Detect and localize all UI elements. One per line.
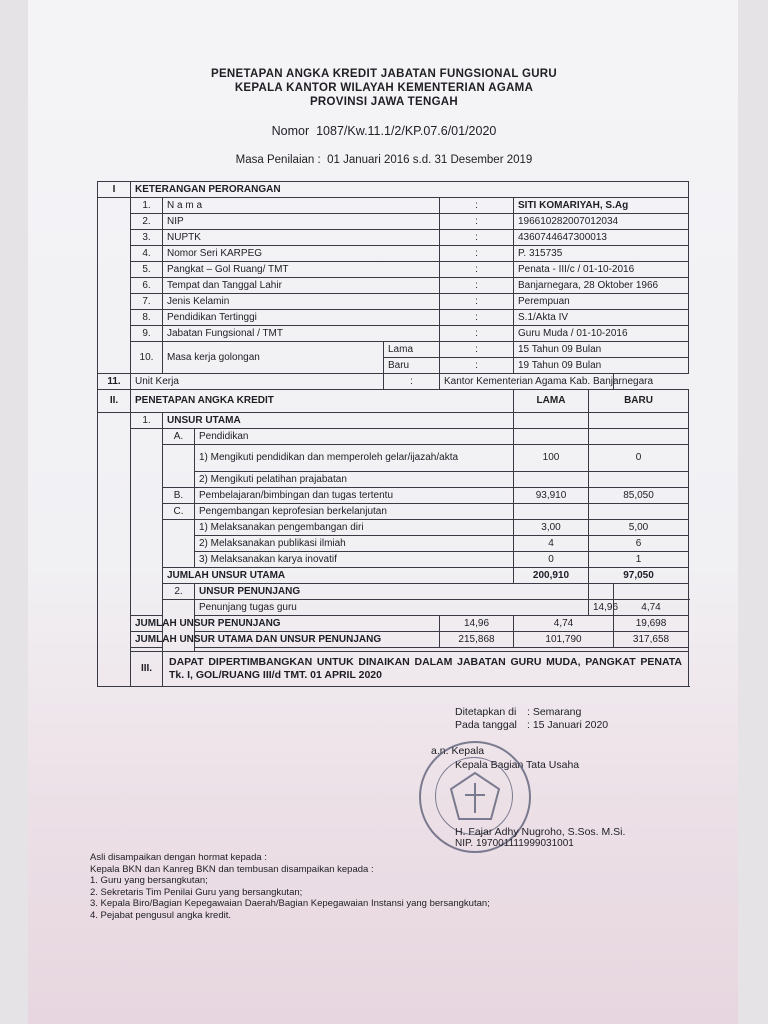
item-label: 2) Melaksanakan publikasi ilmiah bbox=[195, 536, 514, 552]
info-label: NUPTK bbox=[163, 230, 440, 246]
kepala-label: Kepala bbox=[451, 745, 485, 757]
info-no: 11. bbox=[98, 374, 131, 390]
info-value: Guru Muda / 01-10-2016 bbox=[514, 326, 689, 342]
pengembangan-row bbox=[98, 504, 689, 520]
masa-baru-label: Baru bbox=[384, 358, 440, 374]
conclusion-text: DAPAT DIPERTIMBANGKAN UNTUK DINAIKAN DALAM JABATAN GURU MUDA, PANGKAT PENATA Tk. I, GOL/RUANG III/d TMT. 01 APRIL 2020 bbox=[163, 652, 689, 687]
signer-nip: NIP. 197001111999031001 bbox=[455, 838, 574, 849]
pengembangan-1-row bbox=[98, 520, 689, 536]
masa-lama-value: 15 Tahun 09 Bulan bbox=[514, 342, 689, 358]
masa-value: 01 Januari 2016 s.d. 31 Desember 2019 bbox=[327, 154, 533, 166]
info-label: Tempat dan Tanggal Lahir bbox=[163, 278, 440, 294]
info-no: 5. bbox=[131, 262, 163, 278]
value-baru: 85,050 bbox=[589, 488, 689, 504]
info-label: Pangkat – Gol Ruang/ TMT bbox=[163, 262, 440, 278]
value-lama: 14,96 bbox=[440, 616, 514, 632]
unsur-utama-spacer bbox=[131, 429, 163, 616]
ditetapkan-value: : Semarang bbox=[527, 706, 582, 718]
info-value: Kantor Kementerian Agama Kab. Banjarnegara bbox=[440, 374, 614, 390]
value-lama: 14,96 bbox=[589, 600, 614, 616]
info-no: 7. bbox=[131, 294, 163, 310]
item-label: Pendidikan bbox=[195, 429, 514, 445]
distribution-intro: Asli disampaikan dengan hormat kepada : bbox=[90, 852, 267, 863]
info-label: Nomor Seri KARPEG bbox=[163, 246, 440, 262]
info-colon: : bbox=[440, 278, 514, 294]
item-label: Pengembangan keprofesian berkelanjutan bbox=[195, 504, 514, 520]
info-no: 4. bbox=[131, 246, 163, 262]
info-label: NIP bbox=[163, 214, 440, 230]
info-label: Jenis Kelamin bbox=[163, 294, 440, 310]
info-row-masa-kerja bbox=[98, 342, 689, 358]
masa-label: Masa Penilaian : bbox=[235, 154, 321, 166]
unsur-utama-title: UNSUR UTAMA bbox=[163, 413, 514, 429]
info-colon: : bbox=[440, 246, 514, 262]
unsur-penunjang-row bbox=[98, 584, 689, 600]
section2-spacer bbox=[98, 413, 131, 687]
info-value: 196610282007012034 bbox=[514, 214, 689, 230]
doc-title-line3: PROVINSI JAWA TENGAH bbox=[309, 96, 459, 108]
item-label: 2) Mengikuti pelatihan prajabatan bbox=[195, 472, 514, 488]
info-label: Jabatan Fungsional / TMT bbox=[163, 326, 440, 342]
info-no: 3. bbox=[131, 230, 163, 246]
distribution-intro-cc: Kepala BKN dan Kanreg BKN dan tembusan disampaikan kepada : bbox=[90, 863, 374, 875]
stamp-emblem-icon bbox=[445, 769, 505, 825]
col-baru-header: BARU bbox=[589, 390, 689, 413]
info-row bbox=[98, 246, 689, 262]
info-value: Banjarnegara, 28 Oktober 1966 bbox=[514, 278, 689, 294]
info-colon: : bbox=[384, 374, 440, 390]
section2-header-row bbox=[98, 390, 689, 413]
value-lama: 4 bbox=[514, 536, 589, 552]
info-no: 1. bbox=[131, 198, 163, 214]
info-no: 2. bbox=[131, 214, 163, 230]
info-row bbox=[98, 278, 689, 294]
info-value: S.1/Akta IV bbox=[514, 310, 689, 326]
value-baru: 5,00 bbox=[589, 520, 689, 536]
item-label: Penunjang tugas guru bbox=[195, 600, 589, 616]
total-label: JUMLAH UNSUR PENUNJANG bbox=[131, 616, 440, 632]
distribution-item: 1. Guru yang bersangkutan; bbox=[90, 875, 208, 886]
doc-title-line1: PENETAPAN ANGKA KREDIT JABATAN FUNGSIONAL GURU bbox=[210, 68, 558, 80]
info-no: 8. bbox=[131, 310, 163, 326]
nomor-label: Nomor bbox=[271, 124, 310, 138]
value-lama: 0 bbox=[514, 552, 589, 568]
info-colon: : bbox=[440, 214, 514, 230]
info-row bbox=[98, 326, 689, 342]
info-row bbox=[98, 262, 689, 278]
value-lama: 200,910 bbox=[514, 568, 589, 584]
info-row bbox=[98, 230, 689, 246]
signer-name: H. Fajar Adhy Nugroho, S.Sos. M.Si. bbox=[455, 826, 626, 838]
item-letter: A. bbox=[163, 429, 195, 445]
distribution-item: 3. Kepala Biro/Bagian Kepegawaian Daerah/Bagian Kepegawaian Instansi yang bersangkutan; bbox=[90, 898, 490, 909]
item-label: Pembelajaran/bimbingan dan tugas tertentu bbox=[195, 488, 514, 504]
info-value: Perempuan bbox=[514, 294, 689, 310]
info-row bbox=[98, 214, 689, 230]
masa-lama-label: Lama bbox=[384, 342, 440, 358]
unsur-utama-no: 1. bbox=[131, 413, 163, 429]
grand-total-label: JUMLAH UNSUR UTAMA DAN UNSUR PENUNJANG bbox=[131, 632, 440, 648]
unsur-penunjang-title: UNSUR PENUNJANG bbox=[195, 584, 589, 600]
info-value: Penata - III/c / 01-10-2016 bbox=[514, 262, 689, 278]
pendidikan-row bbox=[98, 429, 689, 445]
item-letter: B. bbox=[163, 488, 195, 504]
item-label: 3) Melaksanakan karya inovatif bbox=[195, 552, 514, 568]
value-jumlah: 19,698 bbox=[614, 616, 689, 632]
jumlah-utama-row bbox=[98, 568, 689, 584]
info-colon: : bbox=[440, 342, 514, 358]
tanggal-label: Pada tanggal bbox=[455, 719, 517, 731]
document-number bbox=[0, 124, 768, 138]
unsur-penunjang-no: 2. bbox=[163, 584, 195, 600]
value-jumlah: 317,658 bbox=[614, 632, 689, 648]
value-baru: 101,790 bbox=[514, 632, 614, 648]
info-colon: : bbox=[440, 262, 514, 278]
info-label: Unit Kerja bbox=[131, 374, 384, 390]
penunjang-tugas-row bbox=[98, 600, 689, 616]
section1-header-row bbox=[98, 182, 689, 198]
info-label: Masa kerja golongan bbox=[163, 342, 384, 374]
section2-num: II. bbox=[98, 390, 131, 413]
value-lama: 3,00 bbox=[514, 520, 589, 536]
jumlah-penunjang-row bbox=[98, 616, 689, 632]
info-label: N a m a bbox=[163, 198, 440, 214]
info-colon: : bbox=[440, 294, 514, 310]
info-colon: : bbox=[440, 326, 514, 342]
bagian-title: Kepala Bagian Tata Usaha bbox=[455, 759, 580, 771]
ditetapkan-line bbox=[455, 706, 581, 718]
value-baru: 4,74 bbox=[514, 616, 614, 632]
info-colon: : bbox=[440, 310, 514, 326]
tanggal-line bbox=[455, 719, 608, 731]
jumlah-total-row bbox=[98, 632, 689, 648]
item-label: 1) Mengikuti pendidikan dan memperoleh gelar/ijazah/akta bbox=[195, 445, 514, 472]
an-label: a.n. bbox=[431, 745, 449, 757]
value-lama: 100 bbox=[514, 445, 589, 472]
value-baru: 1 bbox=[589, 552, 689, 568]
tanggal-value: : 15 Januari 2020 bbox=[527, 719, 609, 731]
total-label: JUMLAH UNSUR UTAMA bbox=[163, 568, 514, 584]
unsur-utama-row bbox=[98, 413, 689, 429]
distribution-list bbox=[90, 852, 490, 921]
pendidikan-1-row bbox=[98, 445, 689, 472]
info-row bbox=[98, 374, 689, 390]
section1-num: I bbox=[98, 182, 131, 198]
credit-table bbox=[97, 181, 689, 687]
info-row bbox=[98, 198, 689, 214]
value-baru: 97,050 bbox=[589, 568, 689, 584]
item-label: 1) Melaksanakan pengembangan diri bbox=[195, 520, 514, 536]
masa-baru-value: 19 Tahun 09 Bulan bbox=[514, 358, 689, 374]
info-label: Pendidikan Tertinggi bbox=[163, 310, 440, 326]
info-value: SITI KOMARIYAH, S.Ag bbox=[514, 198, 689, 214]
item-letter: C. bbox=[163, 504, 195, 520]
info-no: 9. bbox=[131, 326, 163, 342]
value-lama: 215,868 bbox=[440, 632, 514, 648]
info-value: 4360744647300013 bbox=[514, 230, 689, 246]
assessment-period bbox=[0, 154, 768, 166]
value-baru: 4,74 bbox=[614, 600, 689, 616]
pendidikan-spacer bbox=[163, 445, 195, 488]
ditetapkan-label: Ditetapkan di bbox=[455, 706, 517, 718]
info-colon: : bbox=[440, 358, 514, 374]
section1-title: KETERANGAN PERORANGAN bbox=[131, 182, 689, 198]
distribution-item: 2. Sekretaris Tim Penilai Guru yang bersangkutan; bbox=[90, 886, 303, 898]
info-row bbox=[98, 294, 689, 310]
distribution-item: 4. Pejabat pengusul angka kredit. bbox=[90, 909, 232, 921]
col-lama-header: LAMA bbox=[514, 390, 589, 413]
section3-num: III. bbox=[131, 652, 163, 687]
section2-title: PENETAPAN ANGKA KREDIT bbox=[131, 390, 514, 413]
info-row bbox=[98, 310, 689, 326]
pengembangan-spacer bbox=[163, 520, 195, 568]
value-baru: 6 bbox=[589, 536, 689, 552]
section1-spacer bbox=[98, 198, 131, 374]
nomor-value: 1087/Kw.11.1/2/KP.07.6/01/2020 bbox=[316, 124, 497, 138]
info-colon: : bbox=[440, 230, 514, 246]
section3-row bbox=[98, 652, 689, 687]
value-baru: 0 bbox=[589, 445, 689, 472]
value-lama: 93,910 bbox=[514, 488, 589, 504]
info-no: 6. bbox=[131, 278, 163, 294]
info-no: 10. bbox=[131, 342, 163, 374]
doc-title-line2: KEPALA KANTOR WILAYAH KEMENTERIAN AGAMA bbox=[234, 82, 534, 94]
info-value: P. 315735 bbox=[514, 246, 689, 262]
pembelajaran-row bbox=[98, 488, 689, 504]
info-colon: : bbox=[440, 198, 514, 214]
